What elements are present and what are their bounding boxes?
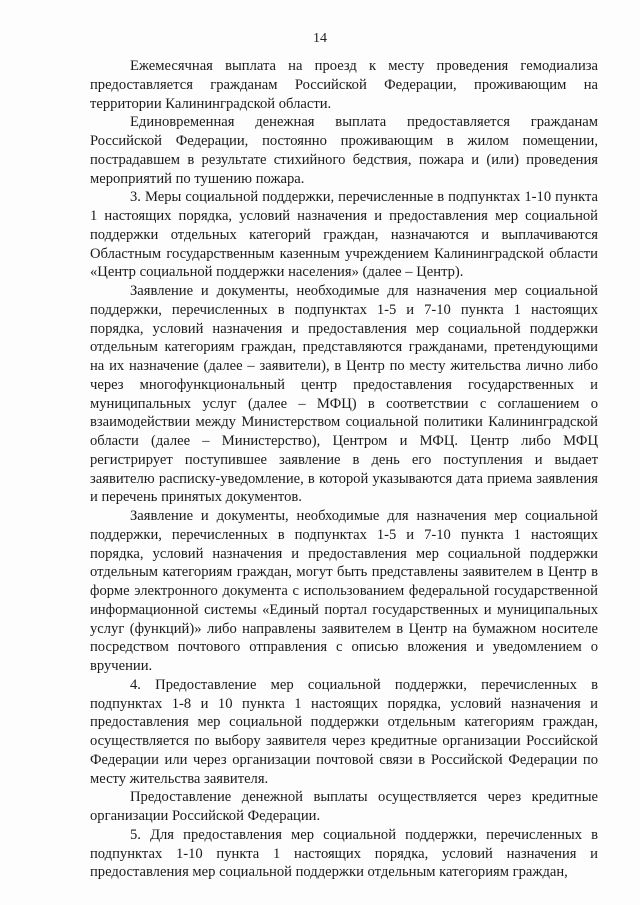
paragraph-item-4: 4. Предоставление мер социальной поддержки, перечисленных в подпунктах 1-8 и 10 пункта 1 настоящих порядка, условий назначения и предоставления мер социальной поддержки отдельным категориям граждан, осуществляется по выбору заявителя через кредитные организации Российской Федерации или через организации почтовой связи в Российской Федерации по месту жительства заявителя. [90, 676, 598, 787]
paragraph-application-electronic: Заявление и документы, необходимые для назначения мер социальной поддержки, перечисленных в подпунктах 1-5 и 7-10 пункта 1 настоящих порядка, условий назначения и предоставления мер социальной поддержки отдельным категориям граждан, могут быть представлены заявителем в Центр в форме электронного документа с использованием федеральной государственной информационной системы «Единый портал государственных и муниципальных услуг (функций)» либо направлены заявителем в Центр на бумажном носителе посредством почтового отправления с описью вложения и уведомлением о вручении. [90, 508, 598, 674]
paragraph-application-in-person: Заявление и документы, необходимые для назначения мер социальной поддержки, перечисленных в подпунктах 1-5 и 7-10 пункта 1 настоящих порядка, условий назначения и предоставления мер социальной поддержки отдельным категориям граждан, представляются гражданами, претендующими на их назначение (далее – заявители), в Центр по месту жительства лично либо через многофункциональный центр предоставления государственных и муниципальных услуг (далее – МФЦ) в соответствии с соглашением о взаимодействии между Министерством социальной политики Калининградской области (далее – Министерство), Центром и МФЦ. Центр либо МФЦ регистрирует поступившее заявление в день его поступления и выдает заявителю расписку-уведомление, в которой указываются дата приема заявления и перечень принятых документов. [90, 283, 598, 506]
document-body [90, 57, 598, 882]
page-number: 14 [313, 31, 327, 46]
paragraph-hemodialysis-payment: Ежемесячная выплата на проезд к месту проведения гемодиализа предоставляется гражданам Российской Федерации, проживающим на территории Калининградской области. [90, 58, 598, 112]
paragraph-lump-sum-payment: Единовременная денежная выплата предоставляется гражданам Российской Федерации, постоянно проживающим в жилом помещении, пострадавшем в результате стихийного бедствия, пожара и (или) проведения мероприятий по тушению пожара. [90, 114, 598, 187]
paragraph-item-5: 5. Для предоставления мер социальной поддержки, перечисленных в подпунктах 1-10 пункта 1 настоящих порядка, условий назначения и предоставления мер социальной поддержки отдельным категориям граждан, [90, 826, 598, 881]
paragraph-item-3: 3. Меры социальной поддержки, перечисленные в подпунктах 1-10 пункта 1 настоящих порядка, условий назначения и предоставления мер социальной поддержки отдельных категорий граждан, назначаются и выплачиваются Областным государственным казенным учреждением Калининградской области «Центр социальной поддержки населения» (далее – Центр). [90, 189, 598, 281]
paragraph-cash-payment: Предоставление денежной выплаты осуществляется через кредитные организации Российской Федерации. [90, 789, 598, 824]
